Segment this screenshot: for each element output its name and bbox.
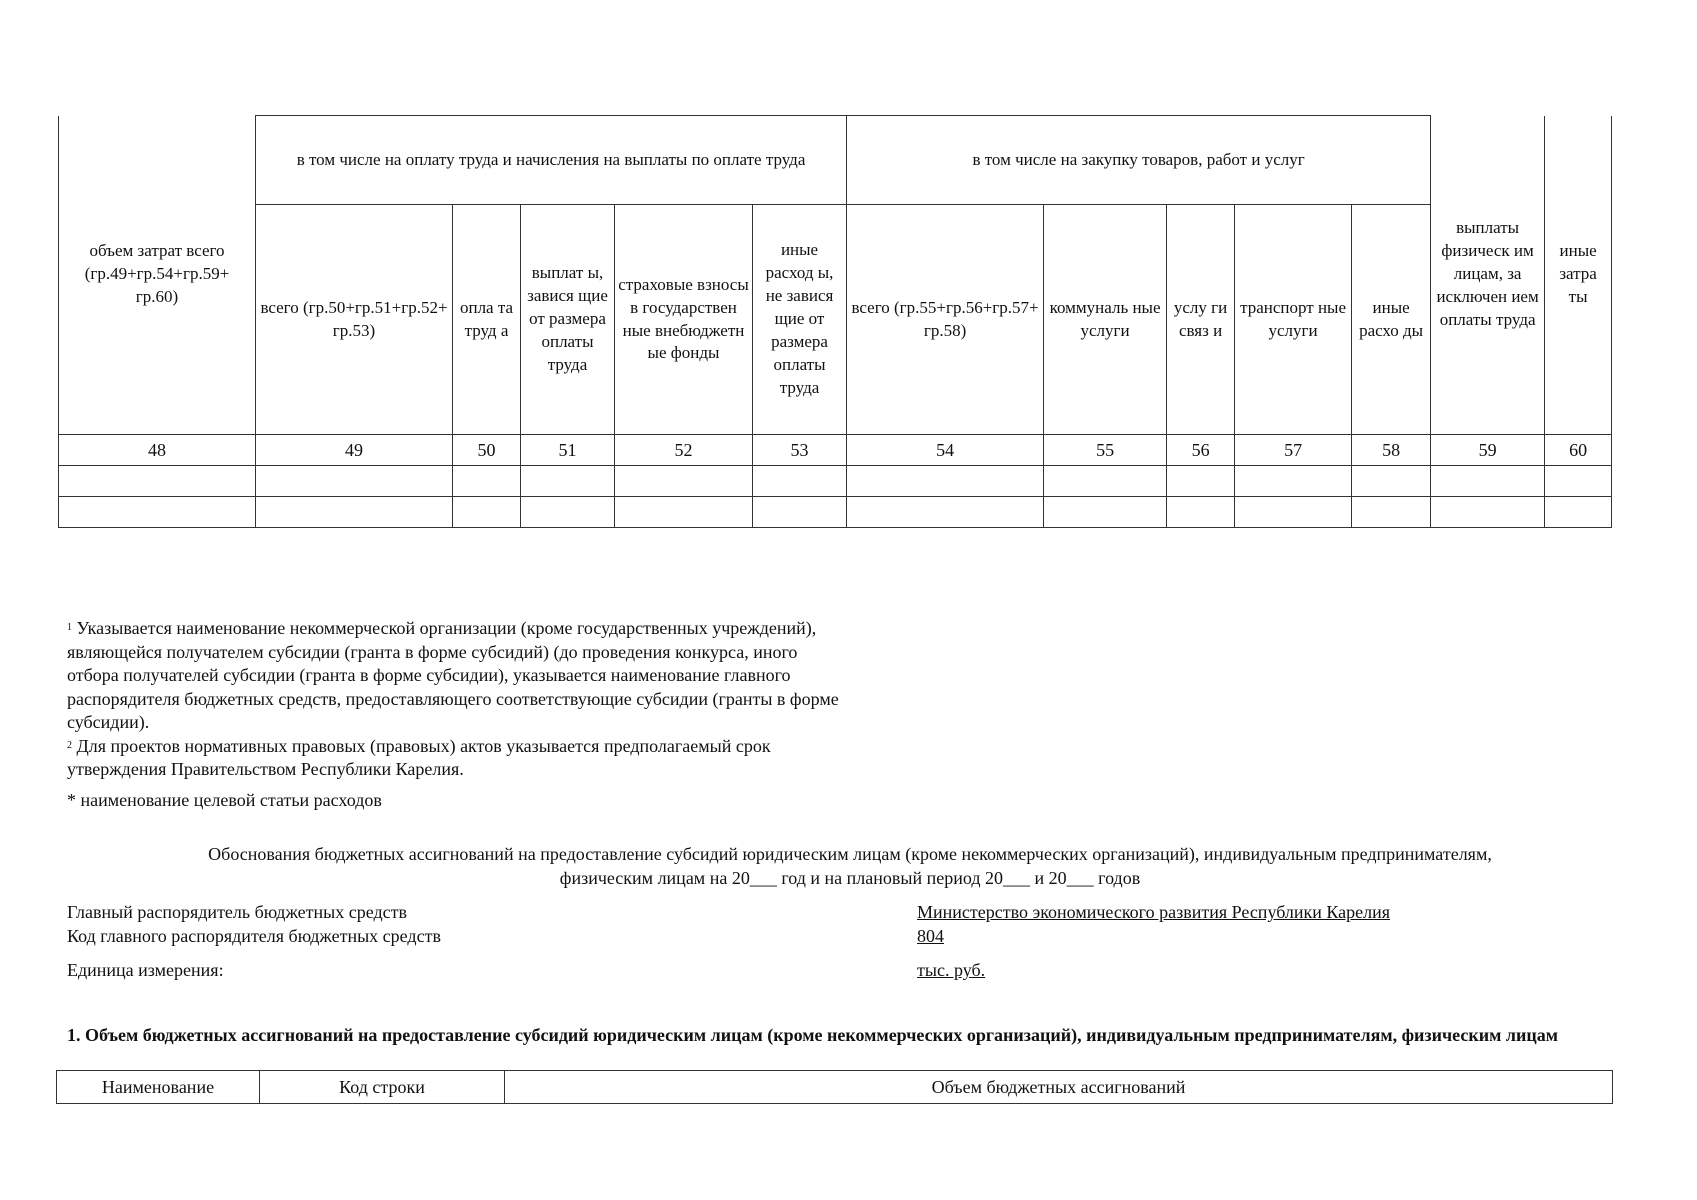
- manager-label: Главный распорядитель бюджетных средств: [67, 902, 407, 922]
- section-1-title: 1. Объем бюджетных ассигнований на предоставление субсидий юридическим лицам (кроме некоммерческих организаций), индивидуальным предпринимателям, физическим лицам: [67, 1025, 1558, 1045]
- header-transport: транспорт ные услуги: [1235, 205, 1352, 435]
- empty-cell: [453, 497, 521, 528]
- appropriations-table: [56, 1070, 1613, 1104]
- expense-breakdown-table: [58, 115, 1612, 528]
- column-number: 52: [615, 435, 753, 466]
- table-row: [59, 497, 1612, 528]
- footnote-2: [67, 735, 847, 782]
- code-value: 804: [917, 926, 944, 946]
- empty-cell: [847, 497, 1044, 528]
- header-labor-pay: опла та труд а: [453, 205, 521, 435]
- manager-value: Министерство экономического развития Республики Карелия: [917, 902, 1391, 922]
- title-line-2: физическим лицам на 20___ год и на плановый период 20___ и 20___ годов: [559, 867, 1141, 888]
- footnote-1: [67, 617, 847, 735]
- header-group-labor: в том числе на оплату труда и начисления на выплаты по оплате труда: [256, 116, 847, 205]
- header-labor-payments: выплат ы, завися щие от размера оплаты труда: [521, 205, 615, 435]
- empty-cell: [256, 466, 453, 497]
- header-group-purchase: в том числе на закупку товаров, работ и услуг: [847, 116, 1431, 205]
- column-number: 53: [753, 435, 847, 466]
- column-number: 55: [1044, 435, 1167, 466]
- table-row: [59, 466, 1612, 497]
- empty-cell: [256, 497, 453, 528]
- empty-cell: [1545, 497, 1612, 528]
- unit-label: Единица измерения:: [67, 960, 224, 980]
- empty-cell: [1352, 466, 1431, 497]
- footnotes: [67, 617, 847, 812]
- column-number: 60: [1545, 435, 1612, 466]
- title-line-1: Обоснования бюджетных ассигнований на предоставление субсидий юридическим лицам (кроме некоммерческих организаций), индивидуальным предпринимателям,: [208, 844, 1492, 864]
- empty-cell: [453, 466, 521, 497]
- header-insurance: страховые взносы в государствен ные внебюджетн ые фонды: [615, 205, 753, 435]
- header-other-labor: иные расход ы, не завися щие от размера оплаты труда: [753, 205, 847, 435]
- empty-cell: [1235, 497, 1352, 528]
- empty-cell: [847, 466, 1044, 497]
- header-utilities: коммуналь ные услуги: [1044, 205, 1167, 435]
- footnote-mark: 1: [67, 622, 72, 633]
- column-number: 56: [1167, 435, 1235, 466]
- unit-value: тыс. руб.: [917, 960, 986, 980]
- empty-cell: [1044, 497, 1167, 528]
- header-other-purchase: иные расхо ды: [1352, 205, 1431, 435]
- document-title: [70, 843, 1630, 890]
- footnote-mark: 2: [67, 739, 72, 751]
- header-other-costs: иные затра ты: [1545, 116, 1612, 435]
- header-volume: Объем бюджетных ассигнований: [505, 1071, 1613, 1104]
- empty-cell: [1235, 466, 1352, 497]
- header-labor-total: всего (гр.50+гр.51+гр.52+ гр.53): [256, 205, 453, 435]
- footnote-text: Указывается наименование некоммерческой организации (кроме государственных учреждений), являющейся получателем субсидии (гранта в форме субсидий) (до проведения конкурса, иного отбора получателей субсидии (гранта в форме субсидии), указывается наименование главного распорядителя бюджетных средств, предоставляющего соответствующие субсидии (гранты в форме субсидии).: [67, 618, 839, 732]
- column-number: 58: [1352, 435, 1431, 466]
- empty-cell: [1167, 466, 1235, 497]
- header-purchase-total: всего (гр.55+гр.56+гр.57+ гр.58): [847, 205, 1044, 435]
- empty-cell: [615, 497, 753, 528]
- column-number: 57: [1235, 435, 1352, 466]
- empty-cell: [521, 497, 615, 528]
- code-label: Код главного распорядителя бюджетных средств: [67, 926, 441, 946]
- empty-cell: [1545, 466, 1612, 497]
- empty-cell: [753, 466, 847, 497]
- empty-cell: [615, 466, 753, 497]
- empty-cell: [1431, 497, 1545, 528]
- empty-cell: [753, 497, 847, 528]
- header-communication: услу ги связ и: [1167, 205, 1235, 435]
- empty-cell: [59, 466, 256, 497]
- header-row-code: Код строки: [260, 1071, 505, 1104]
- empty-cell: [1044, 466, 1167, 497]
- header-name: Наименование: [57, 1071, 260, 1104]
- footnote-text: Для проектов нормативных правовых (правовых) актов указывается предполагаемый срок утверждения Правительством Республики Карелия.: [67, 735, 771, 779]
- header-total-cost: объем затрат всего (гр.49+гр.54+гр.59+ гр.60): [59, 116, 256, 435]
- header-individual-payments: выплаты физическ им лицам, за исключен ием оплаты труда: [1431, 116, 1545, 435]
- empty-cell: [1431, 466, 1545, 497]
- empty-cell: [59, 497, 256, 528]
- empty-cell: [521, 466, 615, 497]
- empty-cell: [1167, 497, 1235, 528]
- column-number: 51: [521, 435, 615, 466]
- column-number: 48: [59, 435, 256, 466]
- column-number: 49: [256, 435, 453, 466]
- footnote-3: * наименование целевой статьи расходов: [67, 789, 382, 810]
- empty-cell: [1352, 497, 1431, 528]
- column-number: 54: [847, 435, 1044, 466]
- column-number: 50: [453, 435, 521, 466]
- column-number: 59: [1431, 435, 1545, 466]
